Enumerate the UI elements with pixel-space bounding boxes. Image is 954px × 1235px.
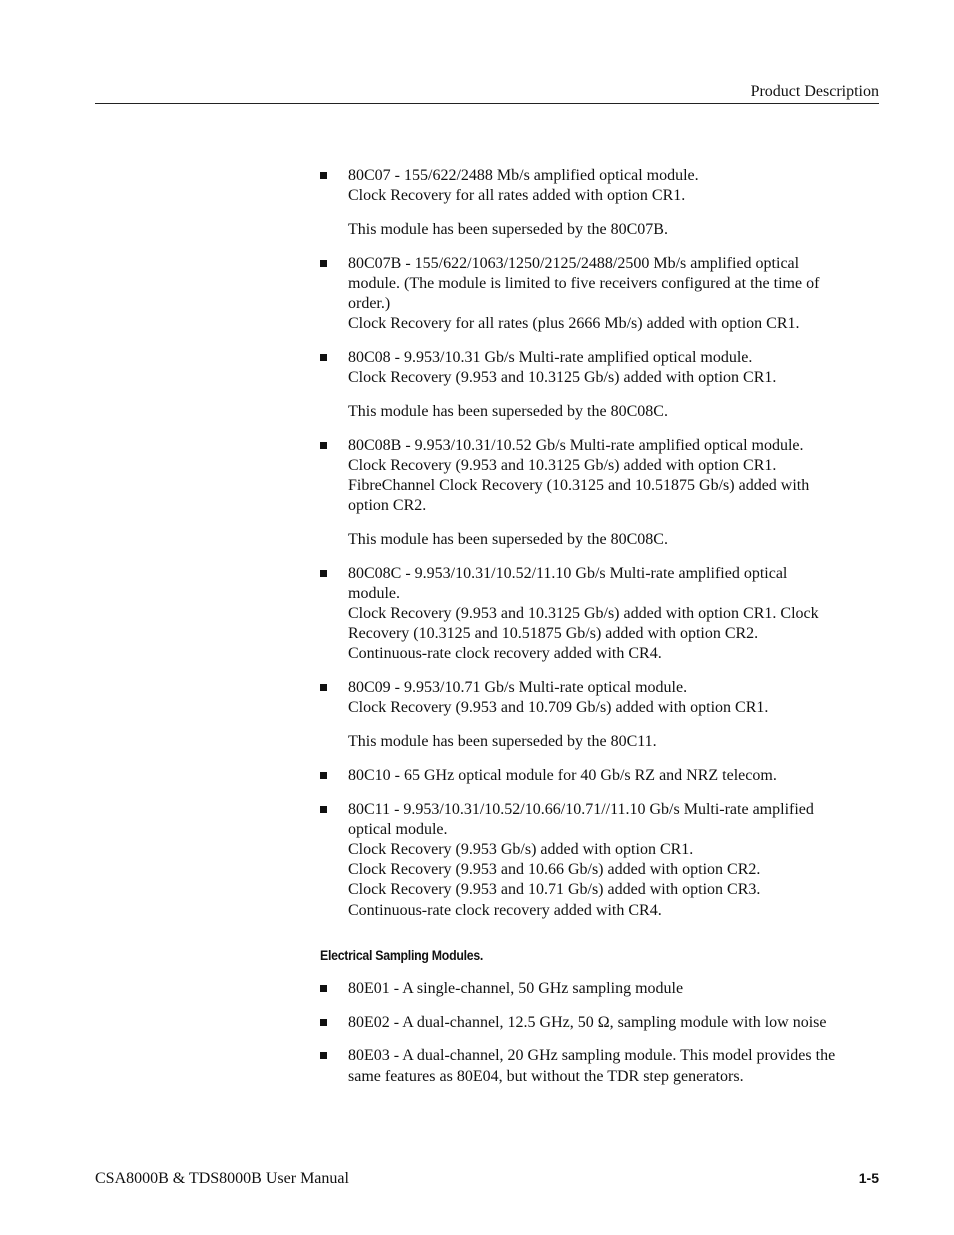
list-item-80c08 — [348, 348, 883, 388]
item-line: Continuous-rate clock recovery added with CR4. — [348, 901, 662, 919]
item-line: Clock Recovery (9.953 and 10.3125 Gb/s) added with option CR1. Clock — [348, 605, 819, 623]
item-line: 80C11 - 9.953/10.31/10.52/10.66/10.71//11.10 Gb/s Multi-rate amplified — [348, 800, 814, 818]
list-item-80c10 — [348, 766, 883, 786]
running-header: Product Description — [750, 83, 879, 100]
list-item-80c11 — [348, 800, 883, 921]
item-line: Clock Recovery (9.953 and 10.66 Gb/s) added with option CR2. — [348, 861, 761, 879]
item-line: 80C10 - 65 GHz optical module for 40 Gb/s RZ and NRZ telecom. — [348, 766, 777, 784]
item-line: module. (The module is limited to five receivers configured at the time of — [348, 274, 820, 292]
item-line: Clock Recovery (9.953 and 10.709 Gb/s) added with option CR1. — [348, 699, 769, 717]
item-line: 80C07B - 155/622/1063/1250/2125/2488/2500 Mb/s amplified optical — [348, 254, 800, 272]
item-line: 80E01 - A single-channel, 50 GHz sampling module — [348, 979, 684, 997]
item-line: 80C08 - 9.953/10.31 Gb/s Multi-rate amplified optical module. — [348, 349, 753, 367]
list-item-80c07 — [348, 166, 883, 206]
page-content — [320, 166, 883, 1100]
item-line: 80C07 - 155/622/2488 Mb/s amplified optical module. — [348, 167, 699, 184]
item-line: FibreChannel Clock Recovery (10.3125 and 10.51875 Gb/s) added with — [348, 477, 810, 495]
square-bullet-icon — [320, 260, 327, 267]
square-bullet-icon — [320, 1052, 327, 1059]
square-bullet-icon — [320, 806, 327, 813]
square-bullet-icon — [320, 772, 327, 779]
square-bullet-icon — [320, 354, 327, 361]
item-line: 80C09 - 9.953/10.71 Gb/s Multi-rate optical module. — [348, 679, 688, 697]
item-line: Clock Recovery (9.953 Gb/s) added with option CR1. — [348, 841, 694, 859]
list-item-80e02 — [348, 1013, 883, 1033]
square-bullet-icon — [320, 985, 327, 992]
item-line: Clock Recovery for all rates (plus 2666 Mb/s) added with option CR1. — [348, 315, 800, 333]
item-line: Continuous-rate clock recovery added with CR4. — [348, 645, 662, 663]
section-heading-electrical: Electrical Sampling Modules. — [320, 946, 484, 963]
list-item-80c08b — [348, 436, 883, 517]
list-item-80e03 — [348, 1046, 883, 1086]
item-line: Clock Recovery (9.953 and 10.71 Gb/s) added with option CR3. — [348, 881, 761, 899]
square-bullet-icon — [320, 1019, 327, 1026]
list-item-80c09 — [348, 678, 883, 718]
header-rule — [95, 103, 879, 104]
square-bullet-icon — [320, 570, 327, 577]
footer-page-number: 1-5 — [858, 1170, 879, 1186]
item-line: option CR2. — [348, 497, 427, 515]
square-bullet-icon — [320, 442, 327, 449]
item-line: 80C08B - 9.953/10.31/10.52 Gb/s Multi-rate amplified optical module. — [348, 436, 804, 454]
item-line: optical module. — [348, 820, 448, 838]
item-line: same features as 80E04, but without the TDR step generators. — [348, 1067, 744, 1085]
list-item-80c08c — [348, 564, 883, 665]
item-line: 80E03 - A dual-channel, 20 GHz sampling module. This model provides the — [348, 1047, 836, 1065]
item-line: order.) — [348, 295, 391, 313]
item-line: module. — [348, 584, 400, 602]
supersede-note: This module has been superseded by the 80C11. — [348, 733, 657, 751]
supersede-note: This module has been superseded by the 80C07B. — [348, 220, 668, 238]
item-line: 80E02 - A dual-channel, 12.5 GHz, 50 Ω, sampling module with low noise — [348, 1013, 827, 1031]
item-line: Clock Recovery for all rates added with option CR1. — [348, 187, 686, 205]
item-line: Clock Recovery (9.953 and 10.3125 Gb/s) added with option CR1. — [348, 369, 777, 387]
list-item-80c07b — [348, 254, 883, 335]
item-line: Recovery (10.3125 and 10.51875 Gb/s) added with option CR2. — [348, 625, 759, 643]
supersede-note: This module has been superseded by the 80C08C. — [348, 402, 668, 420]
item-line: 80C08C - 9.953/10.31/10.52/11.10 Gb/s Multi-rate amplified optical — [348, 564, 788, 582]
list-item-80e01 — [348, 979, 883, 999]
square-bullet-icon — [320, 684, 327, 691]
supersede-note: This module has been superseded by the 80C08C. — [348, 530, 668, 548]
item-line: Clock Recovery (9.953 and 10.3125 Gb/s) added with option CR1. — [348, 456, 777, 474]
square-bullet-icon — [320, 172, 327, 179]
footer-manual-title: CSA8000B & TDS8000B User Manual — [95, 1170, 349, 1187]
